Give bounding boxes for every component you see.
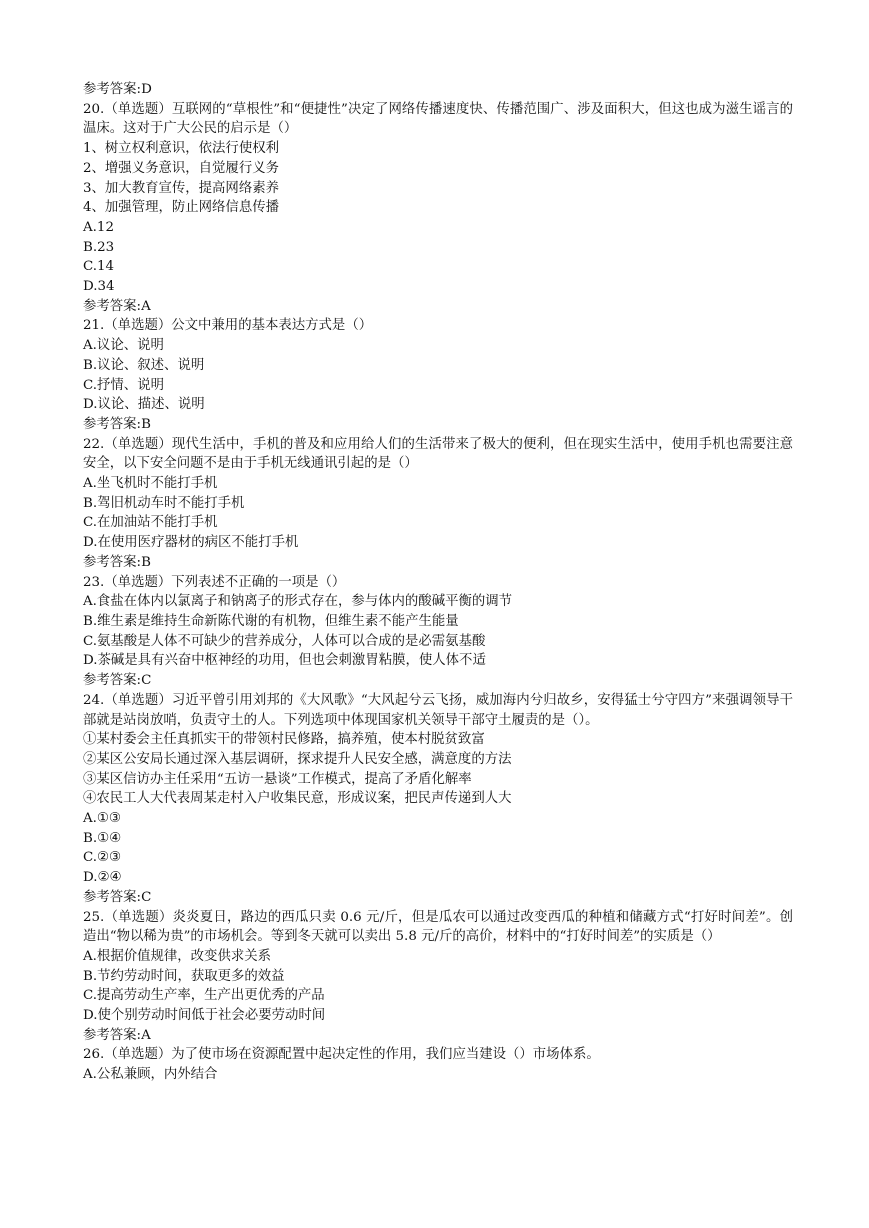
answer-option: D.议论、描述、说明 [83,397,205,413]
answer-option: B.驾旧机动车时不能打手机 [83,495,245,511]
statement-item: 3、加大教育宣传，提高网络素养 [83,180,279,196]
question-text: 25.（单选题）炎炎夏日，路边的西瓜只卖 0.6 元/斤，但是瓜农可以通过改变西瓜的种植和储藏方式“打好时间差”。创造出“物以稀为贵”的市场机会。等到冬天就可以卖出 5.8 元/斤的高价，材料中的“打好时间差”的实质是（） [83,909,793,945]
answer-option: B.议论、叙述、说明 [83,357,205,373]
answer-option: D.34 [83,279,115,295]
answer-option: C.14 [83,259,115,275]
answer-line: 参考答案:B [83,554,151,570]
answer-line: 参考答案:D [83,82,152,97]
answer-option: D.茶碱是具有兴奋中枢神经的功用，但也会刺激胃粘膜，使人体不适 [83,653,486,669]
question-text: 24.（单选题）习近平曾引用刘邦的《大风歌》“大风起兮云飞扬，威加海内兮归故乡，安得猛士兮守四方”来强调领导干部就是站岗放哨，负责守土的人。下列选项中体现国家机关领导干部守土履责的是（）。 [83,692,793,728]
answer-option: B.节约劳动时间，获取更多的效益 [83,968,285,984]
answer-option: D.②④ [83,870,122,886]
answer-option: C.在加油站不能打手机 [83,515,218,531]
answer-option: A.①③ [83,811,121,827]
answer-option: C.②③ [83,850,122,866]
answer-line: 参考答案:A [83,1027,151,1043]
answer-option: B.①④ [83,830,122,846]
answer-option: A.根据价值规律，改变供求关系 [83,948,272,964]
statement-item: ③某区信访办主任采用“五访一悬谈”工作模式，提高了矛盾化解率 [83,771,472,787]
document-page [83,80,793,1085]
answer-line: 参考答案:B [83,416,151,432]
answer-option: A.12 [83,219,114,235]
question-text: 26.（单选题）为了使市场在资源配置中起决定性的作用，我们应当建设（）市场体系。 [83,1047,600,1063]
answer-option: A.食盐在体内以氯离子和钠离子的形式存在，参与体内的酸碱平衡的调节 [83,594,513,610]
answer-option: C.提高劳动生产率，生产出更优秀的产品 [83,988,325,1004]
question-text: 23.（单选题）下列表述不正确的一项是（） [83,574,346,590]
statement-item: 2、增强义务意识，自觉履行义务 [83,160,279,176]
answer-option: D.使个别劳动时间低于社会必要劳动时间 [83,1008,326,1024]
question-text: 22.（单选题）现代生活中，手机的普及和应用给人们的生活带来了极大的便利，但在现实生活中，使用手机也需要注意安全，以下安全问题不是由于手机无线通讯引起的是（） [83,436,793,472]
statement-item: ④农民工人大代表周某走村入户收集民意，形成议案，把民声传递到人大 [83,791,512,807]
answer-option: C.抒情、说明 [83,377,164,393]
question-text: 20.（单选题）互联网的“草根性”和“便捷性”决定了网络传播速度快、传播范围广、涉及面积大，但这也成为滋生谣言的温床。这对于广大公民的启示是（） [83,101,793,137]
answer-option: D.在使用医疗器材的病区不能打手机 [83,535,299,551]
answer-option: A.议论、说明 [83,338,164,354]
statement-item: 1、树立权利意识，依法行使权利 [83,141,279,157]
statement-item: ①某村委会主任真抓实干的带领村民修路，搞养殖，使本村脱贫致富 [83,732,485,748]
answer-line: 参考答案:C [83,673,152,689]
question-text: 21.（单选题）公文中兼用的基本表达方式是（） [83,318,373,334]
answer-option: C.氨基酸是人体不可缺少的营养成分，人体可以合成的是必需氨基酸 [83,633,486,649]
answer-option: A.公私兼顾，内外结合 [83,1067,218,1083]
answer-option: B.维生素是维持生命新陈代谢的有机物，但维生素不能产生能量 [83,613,459,629]
statement-item: 4、加强管理，防止网络信息传播 [83,200,279,216]
answer-option: A.坐飞机时不能打手机 [83,476,218,492]
answer-line: 参考答案:A [83,298,151,314]
answer-option: B.23 [83,239,115,255]
answer-line: 参考答案:C [83,889,152,905]
statement-item: ②某区公安局长通过深入基层调研，探求提升人民安全感，满意度的方法 [83,751,512,767]
